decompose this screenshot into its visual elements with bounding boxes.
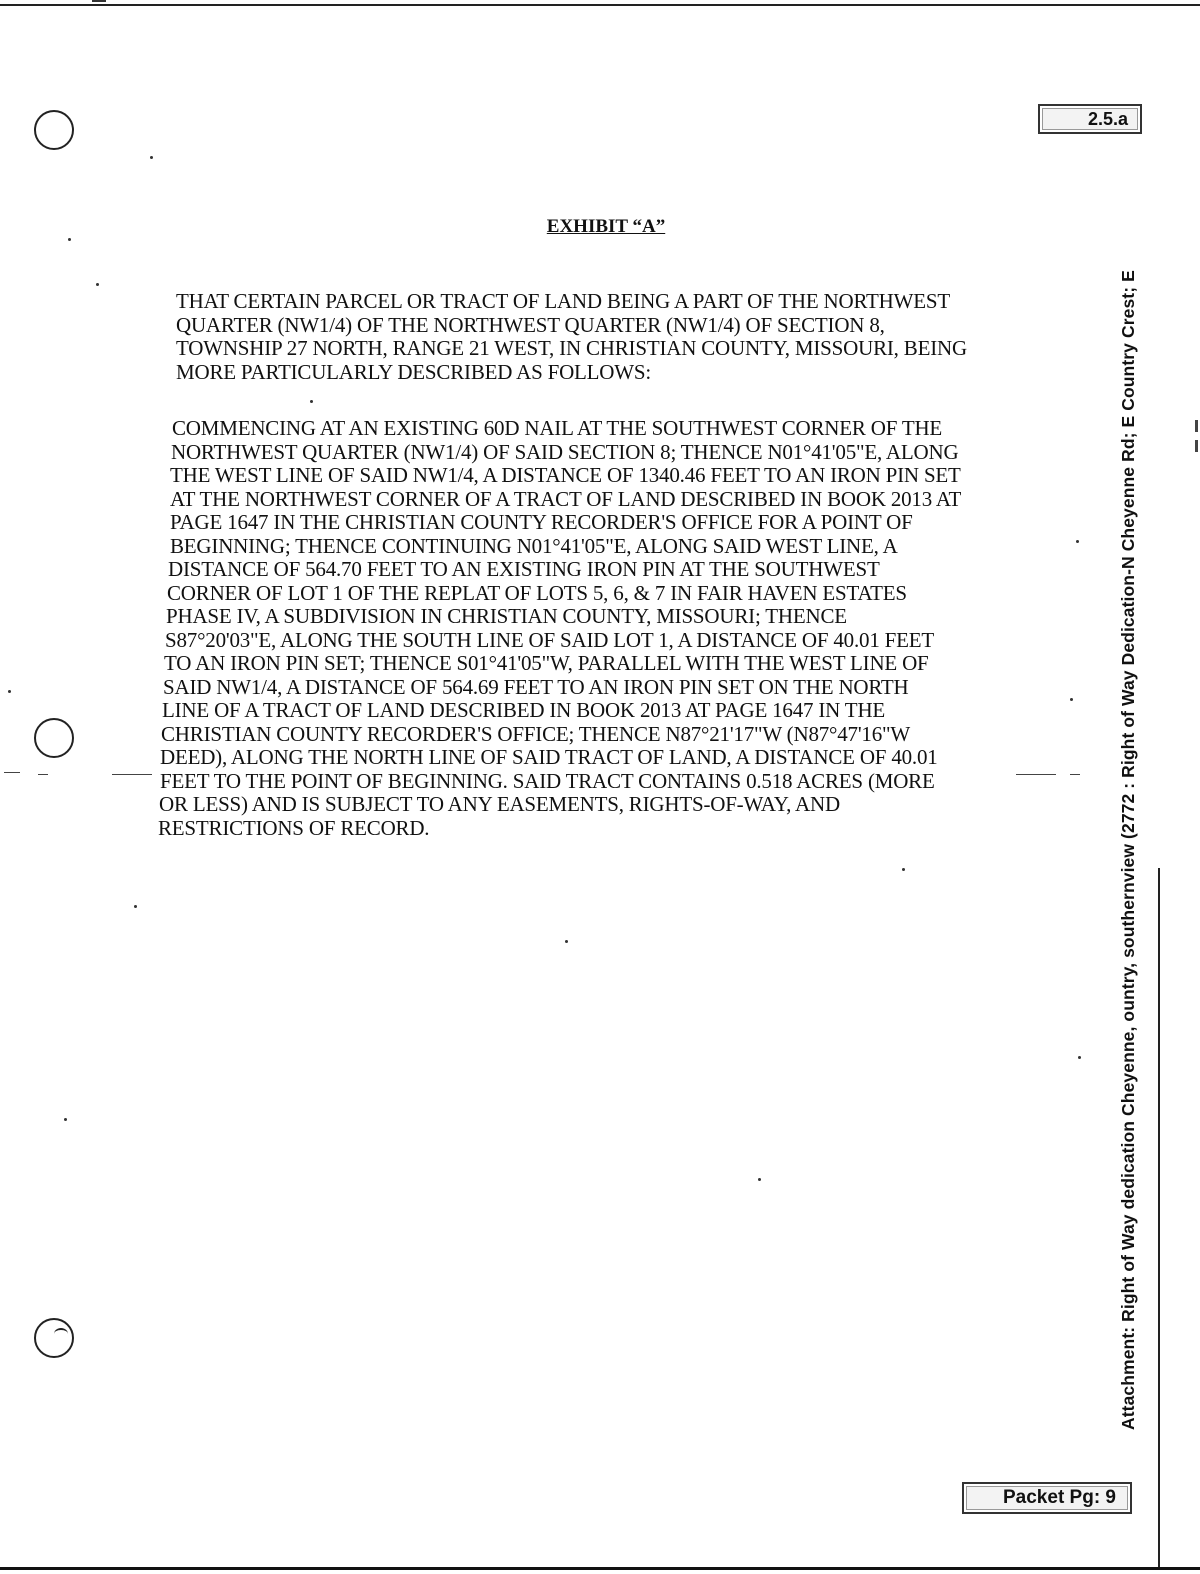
scan-speck bbox=[310, 400, 313, 403]
scan-dash bbox=[1016, 774, 1056, 775]
text-line: AT THE NORTHWEST CORNER OF A TRACT OF LAND DESCRIBED IN BOOK 2013 AT bbox=[170, 486, 962, 511]
scan-speck bbox=[134, 905, 137, 908]
scan-dash bbox=[1070, 774, 1080, 775]
text-line: PAGE 1647 IN THE CHRISTIAN COUNTY RECORDER'S OFFICE FOR A POINT OF bbox=[170, 510, 913, 534]
scan-speck bbox=[902, 868, 905, 871]
right-margin-rule bbox=[1158, 868, 1160, 1568]
scan-speck bbox=[64, 1118, 67, 1121]
attachment-side-label: Attachment: Right of Way dedication Cheyenne, ountry, southernview (2772 : Right of Way Dedication-N Cheyenne Rd; E Country Crest; E bbox=[1118, 270, 1138, 1430]
packet-page-number: Packet Pg: 9 bbox=[1003, 1487, 1116, 1508]
page-top-border bbox=[0, 4, 1200, 6]
text-line: CHRISTIAN COUNTY RECORDER'S OFFICE; THENCE N87°21'17"W (N87°47'16"W bbox=[161, 721, 911, 746]
text-line: BEGINNING; THENCE CONTINUING N01°41'05"E, ALONG SAID WEST LINE, A bbox=[170, 533, 898, 558]
scan-speck bbox=[68, 238, 71, 241]
punch-hole-middle bbox=[34, 718, 74, 758]
scan-mark-edge bbox=[1195, 420, 1198, 432]
text-line: THE WEST LINE OF SAID NW1/4, A DISTANCE OF 1340.46 FEET TO AN IRON PIN SET bbox=[170, 463, 961, 487]
text-line: SAID NW1/4, A DISTANCE OF 564.69 FEET TO AN IRON PIN SET ON THE NORTH bbox=[163, 674, 909, 699]
text-line: TOWNSHIP 27 NORTH, RANGE 21 WEST, IN CHRISTIAN COUNTY, MISSOURI, BEING bbox=[176, 336, 967, 360]
punch-hole-bottom bbox=[34, 1318, 74, 1358]
scan-speck bbox=[758, 1178, 761, 1181]
scan-dash bbox=[38, 774, 48, 775]
text-line: OR LESS) AND IS SUBJECT TO ANY EASEMENTS, RIGHTS-OF-WAY, AND bbox=[159, 792, 840, 816]
scan-speck bbox=[150, 156, 153, 159]
text-line: DEED), ALONG THE NORTH LINE OF SAID TRACT OF LAND, A DISTANCE OF 40.01 bbox=[160, 745, 938, 769]
text-line: S87°20'03"E, ALONG THE SOUTH LINE OF SAID LOT 1, A DISTANCE OF 40.01 FEET bbox=[165, 627, 935, 652]
page-bottom-border bbox=[0, 1567, 1200, 1570]
scan-speck bbox=[8, 690, 11, 693]
text-line: CORNER OF LOT 1 OF THE REPLAT OF LOTS 5, 6, & 7 IN FAIR HAVEN ESTATES bbox=[167, 580, 907, 605]
text-line: LINE OF A TRACT OF LAND DESCRIBED IN BOOK 2013 AT PAGE 1647 IN THE bbox=[162, 698, 886, 722]
agenda-item-number: 2.5.a bbox=[1087, 108, 1128, 129]
exhibit-title: EXHIBIT “A” bbox=[546, 216, 666, 237]
text-line: COMMENCING AT AN EXISTING 60D NAIL AT THE SOUTHWEST CORNER OF THE bbox=[172, 416, 943, 440]
text-line: QUARTER (NW1/4) OF THE NORTHWEST QUARTER (NW1/4) OF SECTION 8, bbox=[176, 312, 885, 337]
text-line: MORE PARTICULARLY DESCRIBED AS FOLLOWS: bbox=[176, 359, 652, 384]
text-line: THAT CERTAIN PARCEL OR TRACT OF LAND BEING A PART OF THE NORTHWEST bbox=[176, 289, 950, 313]
scan-speck bbox=[1076, 540, 1079, 543]
text-line: TO AN IRON PIN SET; THENCE S01°41'05"W, PARALLEL WITH THE WEST LINE OF bbox=[164, 651, 929, 675]
scan-speck bbox=[96, 283, 99, 286]
text-line: RESTRICTIONS OF RECORD. bbox=[158, 815, 430, 840]
scan-speck bbox=[1070, 698, 1073, 701]
scan-speck bbox=[565, 940, 568, 943]
scan-dash bbox=[112, 774, 152, 775]
text-line: FEET TO THE POINT OF BEGINNING. SAID TRACT CONTAINS 0.518 ACRES (MORE bbox=[160, 768, 935, 793]
legal-description-intro bbox=[176, 290, 967, 384]
punch-hole-top bbox=[34, 110, 74, 150]
scan-mark-edge bbox=[1195, 440, 1198, 452]
scan-speck bbox=[1078, 1056, 1081, 1059]
text-line: PHASE IV, A SUBDIVISION IN CHRISTIAN COUNTY, MISSOURI; THENCE bbox=[166, 604, 847, 628]
legal-description-body bbox=[158, 416, 962, 840]
agenda-item-tab bbox=[1038, 104, 1142, 134]
text-line: NORTHWEST QUARTER (NW1/4) OF SAID SECTION 8; THENCE N01°41'05"E, ALONG bbox=[171, 439, 959, 464]
scan-mark-top bbox=[92, 0, 106, 2]
text-line: DISTANCE OF 564.70 FEET TO AN EXISTING IRON PIN AT THE SOUTHWEST bbox=[168, 557, 880, 581]
scan-dash bbox=[4, 772, 20, 773]
packet-page-tab bbox=[962, 1482, 1132, 1514]
